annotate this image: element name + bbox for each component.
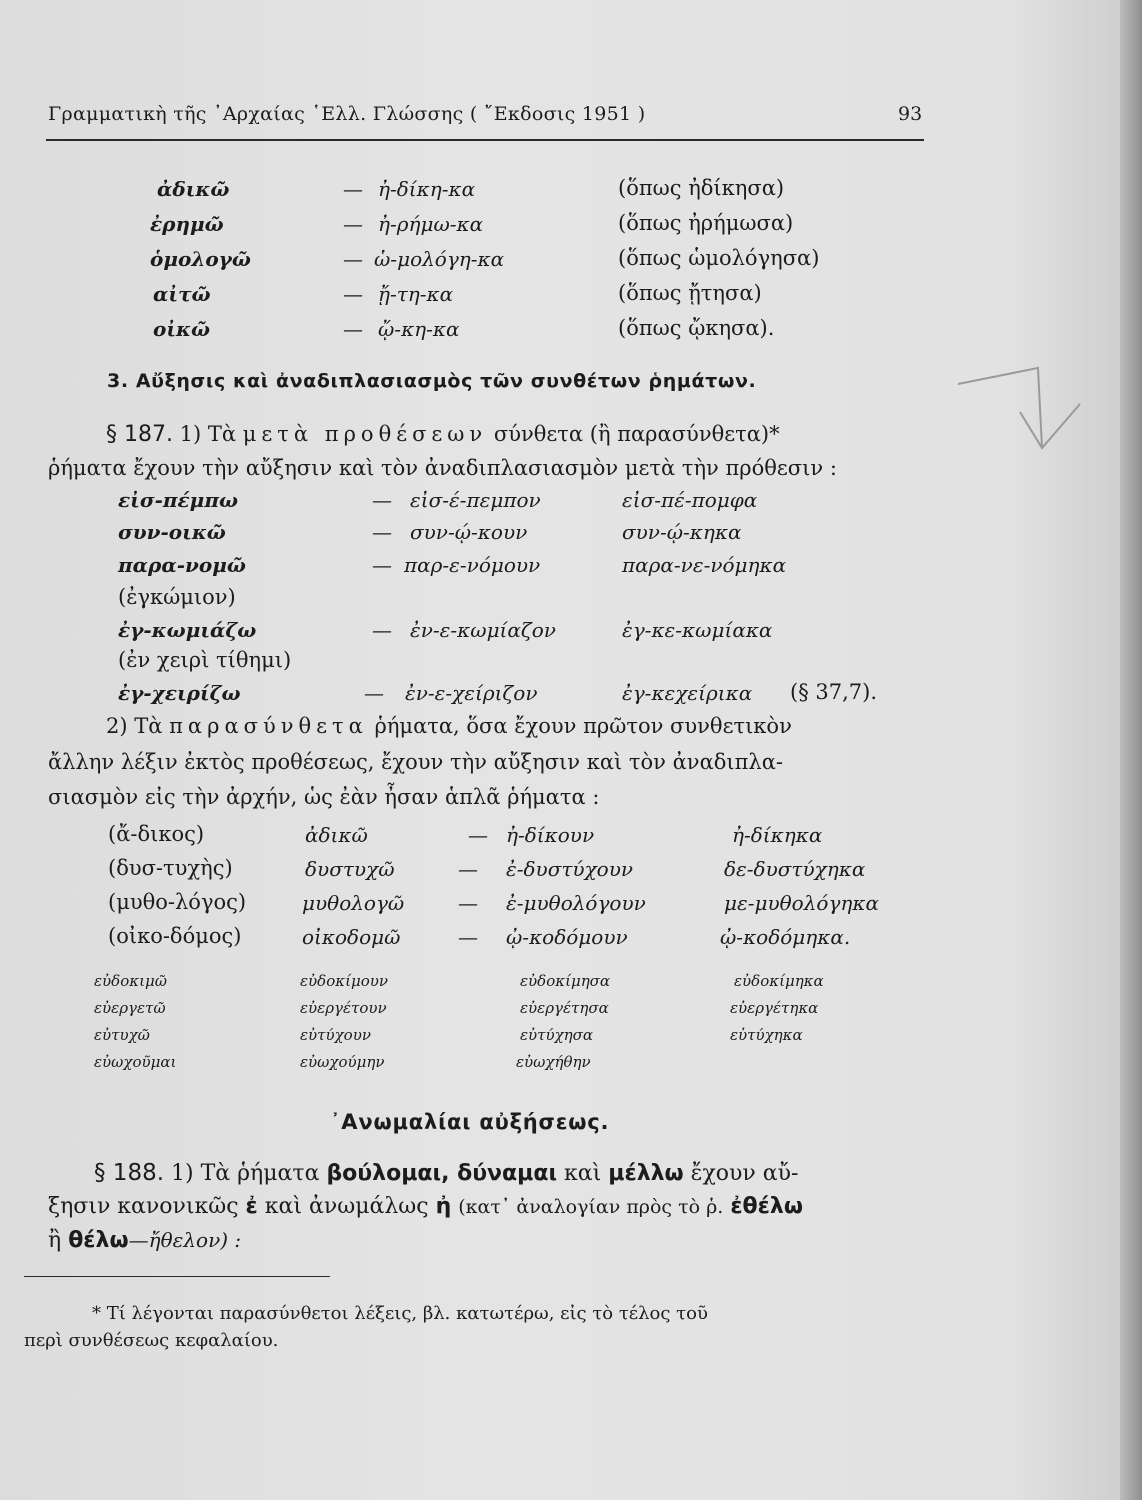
table-cell: εὐδοκίμηκα: [734, 972, 824, 990]
bold-term: ἐθέλω: [730, 1194, 803, 1219]
list-item-verb: ἀδικῶ: [157, 177, 230, 201]
table-cell: εὐωχούμην: [300, 1053, 385, 1071]
table-cell: εὐτύχησα: [520, 1026, 594, 1044]
dash: —: [343, 282, 363, 306]
text: ἔχουν αὔ-: [690, 1161, 799, 1186]
bold-term: μέλλω: [608, 1161, 684, 1186]
table-cell-verb: μυθολογῶ: [302, 891, 405, 915]
table-cell: εὐτύχηκα: [730, 1026, 803, 1044]
list-item-perfect: συν-ῴ-κηκα: [622, 520, 742, 544]
list-item-note: (ὅπως ὡμολόγησα): [618, 246, 820, 270]
footnote-line2: περὶ συνθέσεως κεφαλαίου.: [24, 1330, 279, 1351]
text: ξησιν κανονικῶς: [48, 1194, 239, 1219]
subheading-anomalies: ᾿Ανωμαλίαι αὐξήσεως.: [330, 1110, 610, 1134]
pencil-check-mark-icon: [950, 360, 1090, 460]
table-cell-verb: ἀδικῶ: [305, 823, 368, 847]
dash: —: [458, 891, 478, 915]
text: καὶ ἀνωμάλως: [264, 1194, 429, 1219]
table-cell: εὐεργετῶ: [94, 999, 166, 1017]
list-item-note: (ὅπως ᾤκησα).: [618, 316, 775, 340]
list-item-verb: παρα-νομῶ: [118, 553, 246, 577]
table-cell: εὐδοκιμῶ: [94, 972, 167, 990]
list-item-form: ἠ-δίκη-κα: [378, 177, 476, 201]
paragraph-187-line2: ῥήματα ἔχουν τὴν αὔξησιν καὶ τὸν ἀναδιπλασιασμὸν μετὰ τὴν πρόθεσιν :: [48, 456, 837, 480]
dash: —: [458, 857, 478, 881]
table-cell-verb: οἰκοδομῶ: [302, 925, 401, 949]
list-item-note: (ὅπως ἠδίκησα): [618, 176, 785, 200]
table-cell-perfect: ἠ-δίκηκα: [732, 823, 823, 847]
table-cell: εὐωχήθην: [516, 1053, 591, 1071]
text: —ἤθελον) :: [128, 1228, 242, 1252]
table-cell: εὐδοκίμουν: [300, 972, 388, 990]
list-item-verb: εἰσ-πέμπω: [118, 488, 238, 512]
list-item-form: ἠ-ρήμω-κα: [378, 212, 484, 236]
table-cell-perfect: δε-δυστύχηκα: [724, 857, 866, 881]
paragraph-2-line1: [106, 714, 792, 738]
dash: —: [372, 553, 392, 577]
table-cell-origin: (ἄ-δικος): [108, 822, 205, 846]
dash: —: [343, 317, 363, 341]
dash: —: [372, 520, 392, 544]
list-item-imperfect: εἰσ-έ-πεμπον: [410, 488, 541, 512]
table-cell-imperfect: ἐ-δυστύχουν: [506, 857, 634, 881]
list-item-perfect: εἰσ-πέ-πομφα: [622, 488, 758, 512]
bold-term: ἐ: [245, 1194, 258, 1219]
header-rule: [46, 139, 924, 141]
table-cell: εὐεργέτουν: [300, 999, 387, 1017]
table-cell: εὐεργέτηκα: [730, 999, 819, 1017]
bold-term: ἠ: [435, 1194, 452, 1219]
list-item-perfect: ἐγ-κε-κωμίακα: [622, 618, 773, 642]
bold-term: θέλω: [68, 1228, 129, 1253]
paragraph-188-line3: [48, 1228, 241, 1253]
paragraph-2-line3: σιασμὸν εἰς τὴν ἀρχήν, ὡς ἐὰν ἦσαν ἁπλᾶ ῥήματα :: [48, 785, 600, 809]
dash: —: [364, 681, 384, 705]
dash: —: [343, 212, 363, 236]
list-item-verb: ἐρημῶ: [150, 212, 224, 236]
running-header: Γραμματικὴ τῆς ᾿Αρχαίας ῾Ελλ. Γλώσσης ( ῎Εκδοσις 1951 ): [48, 103, 646, 125]
table-cell-perfect: ᾠ-κοδόμηκα.: [720, 925, 851, 949]
footnote-rule: [24, 1276, 330, 1277]
section-number: § 187.: [106, 422, 173, 447]
text: (κατ᾿ ἀναλογίαν πρὸς τὸ ῥ.: [458, 1196, 724, 1218]
text: 2) Τὰ: [106, 714, 163, 738]
table-cell: εὐτυχῶ: [94, 1026, 150, 1044]
list-item-form: ᾔ-τη-κα: [378, 282, 454, 306]
table-cell: εὐτύχουν: [300, 1026, 371, 1044]
list-item-imperfect: παρ-ε-νόμουν: [404, 553, 541, 577]
table-cell-imperfect: ἠ-δίκουν: [506, 823, 595, 847]
list-item-note: (ὅπως ᾔτησα): [618, 281, 762, 305]
text: ῥήματα, ὅσα ἔχουν πρῶτον συνθετικὸν: [374, 714, 792, 738]
table-cell-origin: (οἰκο-δόμος): [108, 924, 242, 948]
table-cell: εὐδοκίμησα: [520, 972, 611, 990]
footnote-line1: * Τί λέγονται παρασύνθετοι λέξεις, βλ. κατωτέρω, εἰς τὸ τέλος τοῦ: [92, 1303, 708, 1324]
table-cell-verb: δυστυχῶ: [305, 857, 395, 881]
bold-term: βούλομαι, δύναμαι: [326, 1161, 558, 1186]
table-cell: εὐωχοῦμαι: [94, 1053, 177, 1071]
dash: —: [458, 925, 478, 949]
list-item-imperfect: ἐν-ε-χείριζον: [405, 681, 538, 705]
list-item-imperfect: συν-ῴ-κουν: [410, 520, 528, 544]
paragraph-187-line1: [106, 422, 780, 447]
table-cell-imperfect: ᾠ-κοδόμουν: [506, 925, 628, 949]
spaced-term: παρασύνθετα: [169, 714, 368, 738]
dash: —: [343, 177, 363, 201]
list-item-origin: (ἐν χειρὶ τίθημι): [118, 648, 292, 672]
text: 1) Τὰ: [179, 422, 237, 446]
paragraph-188-line1: [94, 1160, 798, 1186]
text: καὶ: [564, 1161, 602, 1186]
list-item-verb: αἰτῶ: [153, 282, 211, 306]
list-item-form: ὡ-μολόγη-κα: [374, 247, 505, 271]
list-item-verb: οἰκῶ: [153, 317, 211, 341]
dash: —: [468, 823, 488, 847]
list-item-perfect: παρα-νε-νόμηκα: [622, 553, 787, 577]
text: ἢ: [48, 1228, 62, 1253]
list-item-form: ᾤ-κη-κα: [378, 317, 460, 341]
table-cell-origin: (μυθο-λόγος): [108, 890, 247, 914]
table-cell-perfect: με-μυθολόγηκα: [724, 891, 879, 915]
table-cell-imperfect: ἐ-μυθολόγουν: [506, 891, 646, 915]
spaced-term: μετὰ προθέσεων: [242, 422, 488, 446]
list-item-origin: (ἐγκώμιον): [118, 585, 236, 609]
list-item-note: (ὅπως ἠρήμωσα): [618, 211, 794, 235]
list-item-verb: ἐγ-χειρίζω: [118, 681, 241, 705]
section-heading: 3. Αὔξησις καὶ ἀναδιπλασιασμὸς τῶν συνθέτων ῥημάτων.: [107, 370, 757, 392]
list-item-imperfect: ἐν-ε-κωμίαζον: [410, 618, 556, 642]
list-item-verb: συν-οικῶ: [118, 520, 226, 544]
section-number: § 188.: [94, 1160, 165, 1186]
dash: —: [372, 618, 392, 642]
table-cell-origin: (δυσ-τυχὴς): [108, 856, 233, 880]
page-number: 93: [898, 103, 923, 125]
paragraph-188-line2: [48, 1194, 803, 1219]
text: σύνθετα (ἢ παρασύνθετα)*: [493, 422, 780, 446]
section-reference: (§ 37,7).: [790, 680, 877, 704]
table-cell: εὐεργέτησα: [520, 999, 609, 1017]
list-item-perfect: ἐγ-κεχείρικα: [622, 681, 753, 705]
dash: —: [343, 247, 363, 271]
page-edge: [1120, 0, 1142, 1500]
list-item-verb: ὁμολογῶ: [150, 247, 251, 271]
text: 1) Τὰ ῥήματα: [171, 1161, 320, 1186]
list-item-verb: ἐγ-κωμιάζω: [118, 618, 257, 642]
dash: —: [372, 488, 392, 512]
paragraph-2-line2: ἄλλην λέξιν ἐκτὸς προθέσεως, ἔχουν τὴν αὔξησιν καὶ τὸν ἀναδιπλα-: [48, 750, 784, 774]
